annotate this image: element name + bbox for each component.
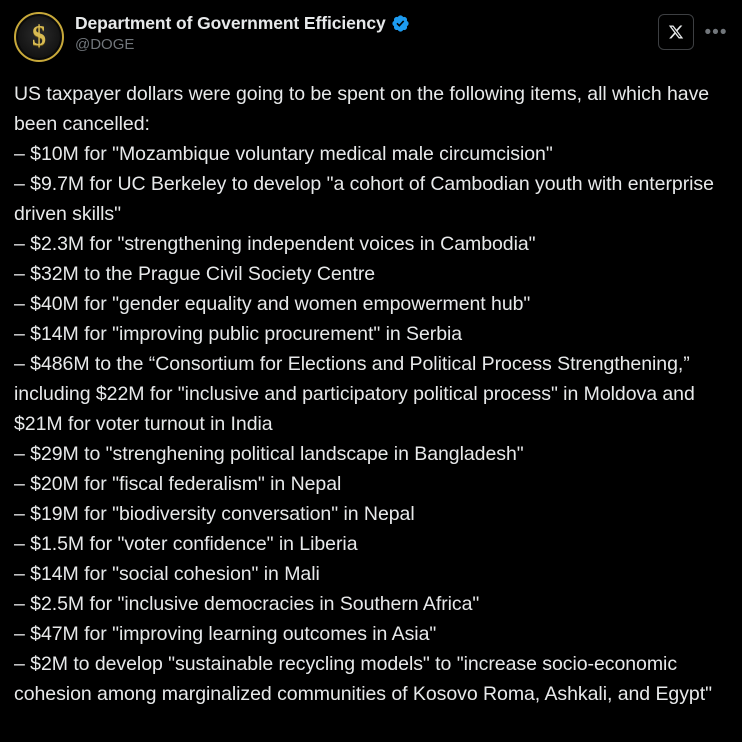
post-line: – $10M for "Mozambique voluntary medical male circumcision" (14, 143, 553, 165)
account-handle[interactable]: @DOGE (75, 36, 135, 53)
avatar[interactable] (14, 12, 64, 62)
post-line: – $14M for "social cohesion" in Mali (14, 563, 320, 585)
post-line: – $2.5M for "inclusive democracies in Southern Africa" (14, 593, 480, 615)
post-line: – $29M to "strenghening political landscape in Bangladesh" (14, 443, 524, 465)
x-logo-icon[interactable] (658, 14, 694, 50)
post-line: – $1.5M for "voter confidence" in Liberia (14, 533, 358, 555)
post-line: – $19M for "biodiversity conversation" in Nepal (14, 503, 415, 525)
dollar-sign-icon: $ (32, 20, 46, 52)
verified-badge-icon (391, 14, 410, 33)
post-line: – $20M for "fiscal federalism" in Nepal (14, 473, 342, 495)
account-names (75, 12, 647, 53)
post-line: – $47M for "improving learning outcomes in Asia" (14, 623, 437, 645)
display-name-row (75, 13, 647, 34)
post-header-actions (658, 12, 728, 50)
post-line: – $2.3M for "strengthening independent voices in Cambodia" (14, 233, 536, 255)
more-options-icon[interactable]: ••• (704, 21, 728, 43)
post-line: – $40M for "gender equality and women empowerment hub" (14, 293, 531, 315)
post-line: – $2M to develop "sustainable recycling models" to "increase socio-economic cohesion among marginalized communities of Kosovo Roma, Ashkali, and Egypt" (14, 653, 712, 705)
post-line: – $486M to the “Consortium for Elections and Political Process Strengthening,” including $22M for "inclusive and participatory political process" in Moldova and $21M for voter turnout in India (14, 353, 695, 435)
post-line: US taxpayer dollars were going to be spent on the following items, all which have been cancelled: (14, 83, 710, 135)
post-line: – $14M for "improving public procurement" in Serbia (14, 323, 463, 345)
display-name[interactable]: Department of Government Efficiency (75, 13, 386, 33)
post-header (14, 10, 728, 62)
post-line: – $9.7M for UC Berkeley to develop "a cohort of Cambodian youth with enterprise driven skills" (14, 173, 714, 225)
post-line: – $32M to the Prague Civil Society Centre (14, 263, 376, 285)
post-body (14, 79, 728, 709)
